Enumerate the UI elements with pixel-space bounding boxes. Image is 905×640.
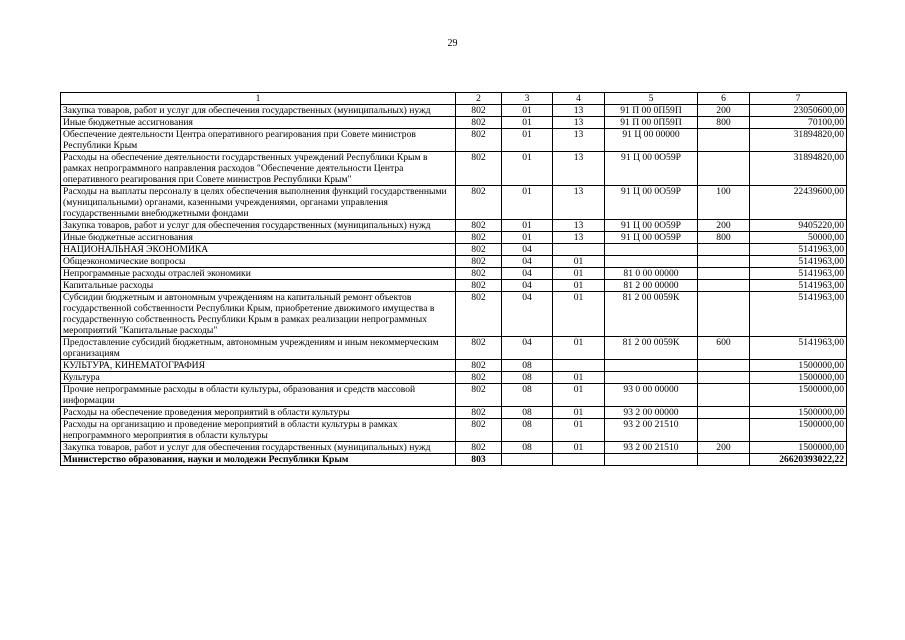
row-code-ministry-cell: 802 — [456, 360, 502, 372]
table-header-row — [61, 93, 847, 105]
row-code-subsection-cell: 13 — [553, 129, 605, 152]
column-header: 2 — [456, 93, 502, 105]
row-name-cell: Расходы на выплаты персоналу в целях обеспечения выполнения функций государственными (муниципальными) органами, казенными учреждениями, органами управления государственными внебюджетными фондами — [61, 186, 456, 220]
row-code-ministry-cell: 802 — [456, 186, 502, 220]
row-code-expense-type-cell — [698, 280, 750, 292]
column-header: 7 — [750, 93, 847, 105]
row-code-ministry-cell: 802 — [456, 129, 502, 152]
row-code-ministry-cell: 802 — [456, 105, 502, 117]
row-name-cell: Предоставление субсидий бюджетным, автономным учреждениям и иным некоммерческим организациям — [61, 337, 456, 360]
row-name-cell: Капитальные расходы — [61, 280, 456, 292]
row-code-expense-type-cell: 100 — [698, 186, 750, 220]
row-code-section-cell: 04 — [502, 268, 553, 280]
row-code-target-cell: 91 П 00 0П59П — [605, 117, 698, 129]
table-row — [61, 419, 847, 442]
row-amount-cell: 1500000,00 — [750, 360, 847, 372]
row-amount-cell: 5141963,00 — [750, 268, 847, 280]
row-code-subsection-cell: 01 — [553, 384, 605, 407]
page-number: 29 — [447, 38, 458, 49]
row-code-target-cell: 93 0 00 00000 — [605, 384, 698, 407]
table-row — [61, 360, 847, 372]
row-code-subsection-cell: 01 — [553, 442, 605, 454]
row-code-target-cell: 93 2 00 21510 — [605, 419, 698, 442]
row-code-section-cell: 08 — [502, 442, 553, 454]
row-amount-cell: 5141963,00 — [750, 244, 847, 256]
row-code-expense-type-cell — [698, 407, 750, 419]
row-code-target-cell: 93 2 00 00000 — [605, 407, 698, 419]
row-code-target-cell — [605, 372, 698, 384]
row-amount-cell: 5141963,00 — [750, 337, 847, 360]
row-amount-cell: 26620393022,22 — [750, 454, 847, 466]
row-code-section-cell: 08 — [502, 419, 553, 442]
row-code-target-cell: 91 Ц 00 0О59Р — [605, 152, 698, 186]
row-code-expense-type-cell: 600 — [698, 337, 750, 360]
row-code-expense-type-cell — [698, 256, 750, 268]
row-code-ministry-cell: 803 — [456, 454, 502, 466]
row-amount-cell: 1500000,00 — [750, 384, 847, 407]
row-name-cell: Закупка товаров, работ и услуг для обеспечения государственных (муниципальных) нужд — [61, 105, 456, 117]
row-code-ministry-cell: 802 — [456, 292, 502, 337]
row-name-cell: Расходы на обеспечение проведения мероприятий в области культуры — [61, 407, 456, 419]
table-row — [61, 292, 847, 337]
row-name-cell: Иные бюджетные ассигнования — [61, 117, 456, 129]
row-code-target-cell: 91 Ц 00 0О59Р — [605, 232, 698, 244]
table-row — [61, 372, 847, 384]
row-code-subsection-cell — [553, 454, 605, 466]
column-header: 1 — [61, 93, 456, 105]
row-code-ministry-cell: 802 — [456, 372, 502, 384]
row-amount-cell: 5141963,00 — [750, 280, 847, 292]
row-code-subsection-cell: 13 — [553, 117, 605, 129]
table-row — [61, 256, 847, 268]
row-code-section-cell: 04 — [502, 244, 553, 256]
row-amount-cell: 50000,00 — [750, 232, 847, 244]
row-amount-cell: 9405220,00 — [750, 220, 847, 232]
row-code-expense-type-cell: 800 — [698, 117, 750, 129]
row-code-ministry-cell: 802 — [456, 407, 502, 419]
row-code-subsection-cell: 01 — [553, 407, 605, 419]
row-code-subsection-cell — [553, 244, 605, 256]
row-code-section-cell: 01 — [502, 117, 553, 129]
row-code-target-cell: 91 Ц 00 00000 — [605, 129, 698, 152]
row-code-section-cell: 08 — [502, 360, 553, 372]
row-code-section-cell — [502, 454, 553, 466]
row-code-section-cell: 01 — [502, 105, 553, 117]
row-code-target-cell: 81 0 00 00000 — [605, 268, 698, 280]
row-amount-cell: 1500000,00 — [750, 442, 847, 454]
row-code-target-cell: 93 2 00 21510 — [605, 442, 698, 454]
table-row — [61, 220, 847, 232]
row-code-section-cell: 08 — [502, 407, 553, 419]
row-code-target-cell: 81 2 00 0059К — [605, 292, 698, 337]
table-row — [61, 384, 847, 407]
column-header: 5 — [605, 93, 698, 105]
column-header: 3 — [502, 93, 553, 105]
row-amount-cell: 22439600,00 — [750, 186, 847, 220]
row-code-expense-type-cell — [698, 129, 750, 152]
row-code-target-cell: 91 Ц 00 0О59Р — [605, 186, 698, 220]
row-name-cell: Закупка товаров, работ и услуг для обеспечения государственных (муниципальных) нужд — [61, 220, 456, 232]
row-code-ministry-cell: 802 — [456, 384, 502, 407]
row-name-cell: Расходы на организацию и проведение мероприятий в области культуры в рамках непрограммного мероприятия в области культуры — [61, 419, 456, 442]
row-amount-cell: 1500000,00 — [750, 419, 847, 442]
row-name-cell: Обеспечение деятельности Центра оперативного реагирования при Совете министров Республики Крым — [61, 129, 456, 152]
table-row — [61, 117, 847, 129]
table-row — [61, 129, 847, 152]
table-row — [61, 186, 847, 220]
row-code-target-cell: 81 2 00 00000 — [605, 280, 698, 292]
row-code-target-cell: 91 Ц 00 0О59Р — [605, 220, 698, 232]
row-code-section-cell: 04 — [502, 280, 553, 292]
row-code-section-cell: 04 — [502, 337, 553, 360]
row-code-ministry-cell: 802 — [456, 152, 502, 186]
row-code-target-cell — [605, 360, 698, 372]
row-code-expense-type-cell — [698, 384, 750, 407]
row-code-section-cell: 08 — [502, 372, 553, 384]
row-code-subsection-cell: 01 — [553, 419, 605, 442]
table-row — [61, 454, 847, 466]
row-code-expense-type-cell — [698, 454, 750, 466]
row-code-ministry-cell: 802 — [456, 220, 502, 232]
column-header: 4 — [553, 93, 605, 105]
table-body — [61, 105, 847, 466]
row-code-subsection-cell: 13 — [553, 152, 605, 186]
table-row — [61, 280, 847, 292]
row-code-section-cell: 01 — [502, 232, 553, 244]
row-code-ministry-cell: 802 — [456, 117, 502, 129]
row-name-cell: НАЦИОНАЛЬНАЯ ЭКОНОМИКА — [61, 244, 456, 256]
row-code-subsection-cell: 01 — [553, 280, 605, 292]
row-code-subsection-cell: 13 — [553, 232, 605, 244]
row-name-cell: Прочие непрограммные расходы в области культуры, образования и средств массовой информации — [61, 384, 456, 407]
row-name-cell: Непрограммные расходы отраслей экономики — [61, 268, 456, 280]
row-code-section-cell: 04 — [502, 256, 553, 268]
row-code-target-cell: 81 2 00 0059К — [605, 337, 698, 360]
row-name-cell: Закупка товаров, работ и услуг для обеспечения государственных (муниципальных) нужд — [61, 442, 456, 454]
table-row — [61, 337, 847, 360]
row-name-cell: КУЛЬТУРА, КИНЕМАТОГРАФИЯ — [61, 360, 456, 372]
row-name-cell: Культура — [61, 372, 456, 384]
table-row — [61, 442, 847, 454]
row-code-target-cell: 91 П 00 0П59П — [605, 105, 698, 117]
row-code-subsection-cell: 01 — [553, 292, 605, 337]
row-amount-cell: 1500000,00 — [750, 407, 847, 419]
row-name-cell: Субсидии бюджетным и автономным учреждениям на капитальный ремонт объектов государственной собственности Республики Крым, приобретение движимого имущества в государственную собственность Республики Крым в рамках реализации непрограммных мероприятий "Капитальные расходы" — [61, 292, 456, 337]
row-code-expense-type-cell — [698, 419, 750, 442]
row-code-expense-type-cell — [698, 360, 750, 372]
row-amount-cell: 31894820,00 — [750, 129, 847, 152]
row-code-ministry-cell: 802 — [456, 337, 502, 360]
row-code-ministry-cell: 802 — [456, 268, 502, 280]
row-amount-cell: 5141963,00 — [750, 256, 847, 268]
row-code-subsection-cell: 13 — [553, 186, 605, 220]
row-code-subsection-cell — [553, 360, 605, 372]
row-amount-cell: 23050600,00 — [750, 105, 847, 117]
row-code-expense-type-cell: 200 — [698, 105, 750, 117]
row-code-subsection-cell: 01 — [553, 337, 605, 360]
row-amount-cell: 31894820,00 — [750, 152, 847, 186]
row-code-section-cell: 01 — [502, 220, 553, 232]
row-code-target-cell — [605, 454, 698, 466]
row-code-ministry-cell: 802 — [456, 419, 502, 442]
row-code-target-cell — [605, 256, 698, 268]
row-code-subsection-cell: 01 — [553, 256, 605, 268]
row-code-subsection-cell: 01 — [553, 268, 605, 280]
row-code-subsection-cell: 01 — [553, 372, 605, 384]
row-code-section-cell: 08 — [502, 384, 553, 407]
row-code-ministry-cell: 802 — [456, 232, 502, 244]
table-row — [61, 232, 847, 244]
row-name-cell: Министерство образования, науки и молодежи Республики Крым — [61, 454, 456, 466]
row-amount-cell: 70100,00 — [750, 117, 847, 129]
row-amount-cell: 1500000,00 — [750, 372, 847, 384]
row-code-subsection-cell: 13 — [553, 105, 605, 117]
table-row — [61, 244, 847, 256]
row-name-cell: Общеэкономические вопросы — [61, 256, 456, 268]
row-code-section-cell: 01 — [502, 129, 553, 152]
row-code-ministry-cell: 802 — [456, 442, 502, 454]
row-code-expense-type-cell: 200 — [698, 442, 750, 454]
row-code-section-cell: 01 — [502, 186, 553, 220]
row-code-ministry-cell: 802 — [456, 244, 502, 256]
row-code-expense-type-cell — [698, 372, 750, 384]
row-amount-cell: 5141963,00 — [750, 292, 847, 337]
table-row — [61, 407, 847, 419]
row-code-section-cell: 04 — [502, 292, 553, 337]
table-row — [61, 105, 847, 117]
table-row — [61, 268, 847, 280]
row-code-section-cell: 01 — [502, 152, 553, 186]
row-code-expense-type-cell: 800 — [698, 232, 750, 244]
row-code-ministry-cell: 802 — [456, 256, 502, 268]
row-code-subsection-cell: 13 — [553, 220, 605, 232]
column-header: 6 — [698, 93, 750, 105]
row-name-cell: Иные бюджетные ассигнования — [61, 232, 456, 244]
row-code-expense-type-cell — [698, 292, 750, 337]
budget-table — [60, 92, 847, 466]
row-code-expense-type-cell: 200 — [698, 220, 750, 232]
row-code-expense-type-cell — [698, 244, 750, 256]
row-code-expense-type-cell — [698, 268, 750, 280]
row-code-expense-type-cell — [698, 152, 750, 186]
row-code-ministry-cell: 802 — [456, 280, 502, 292]
row-code-target-cell — [605, 244, 698, 256]
row-name-cell: Расходы на обеспечение деятельности государственных учреждений Республики Крым в рамках непрограммного направления расходов "Обеспечение деятельности Центра оперативного реагирования при Совете министров Республики Крым" — [61, 152, 456, 186]
table-row — [61, 152, 847, 186]
